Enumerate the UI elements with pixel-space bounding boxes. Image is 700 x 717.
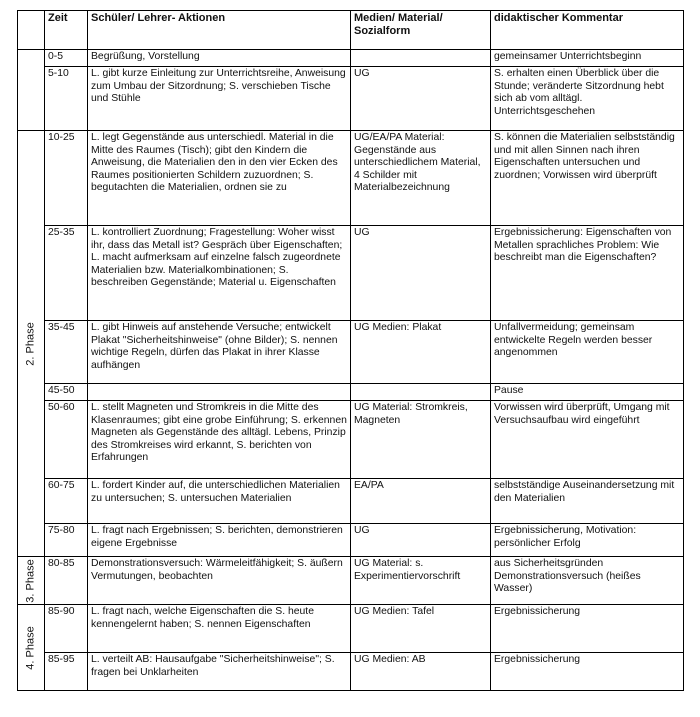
medien-cell: UG Medien: Plakat [351,321,491,384]
phase-label: 3. Phase [24,558,37,603]
header-medien: Medien/ Material/ Sozialform [351,11,491,50]
aktionen-cell: Demonstrationsversuch: Wärmeleitfähigkeit; S. äußern Vermutungen, beobachten [88,557,351,605]
table-row [18,557,684,605]
zeit-cell: 85-95 [45,653,88,691]
zeit-cell: 85-90 [45,605,88,653]
header-kommentar: didaktischer Kommentar [491,11,684,50]
aktionen-cell: L. kontrolliert Zuordnung; Fragestellung: Woher wisst ihr, dass das Metall ist? Gespräch über Eigenschaften; L. macht aufmerksam auf einzelne falsch zugeordnete Materialien bzw. Materialkombinationen; S. beschreiben Gegenstände; Material u. Eigenschaften [88,226,351,321]
aktionen-cell: L. verteilt AB: Hausaufgabe "Sicherheitshinweise"; S. fragen bei Unklarheiten [88,653,351,691]
medien-cell: UG [351,524,491,557]
table-row [18,479,684,524]
header-zeit: Zeit [45,11,88,50]
phase-label: 2. Phase [24,321,37,366]
lesson-plan-table [17,10,684,691]
zeit-cell: 10-25 [45,131,88,226]
phase-cell-4 [18,605,45,691]
kommentar-cell: Ergebnissicherung [491,605,684,653]
medien-cell: EA/PA [351,479,491,524]
zeit-cell: 25-35 [45,226,88,321]
header-row [18,11,684,50]
medien-cell: UG Medien: AB [351,653,491,691]
zeit-cell: 80-85 [45,557,88,605]
aktionen-cell: L. gibt Hinweis auf anstehende Versuche; entwickelt Plakat "Sicherheitshinweise" (ohne Bilder); S. nennen wichtige Regeln, dürfen das Plakat in ihrer Klasse aufhängen [88,321,351,384]
medien-cell [351,50,491,67]
table-row [18,131,684,226]
kommentar-cell: aus Sicherheitsgründen Demonstrationsversuch (heißes Wasser) [491,557,684,605]
aktionen-cell: L. fragt nach, welche Eigenschaften die S. heute kennengelernt haben; S. nennen Eigenschaften [88,605,351,653]
aktionen-cell: L. stellt Magneten und Stromkreis in die Mitte des Klasenraumes; gibt eine grobe Einführung; S. erkennen Magneten als Gegenstände des alltägl. Lebens, Prinzip des Stromkreises wird erkannt, S. berichten von Erfahrungen [88,401,351,479]
kommentar-cell: S. können die Materialien selbstständig und mit allen Sinnen nach ihren Eigenschaften untersuchen und zuordnen; Vorwissen wird überprüft [491,131,684,226]
table-row [18,321,684,384]
kommentar-cell: Unfallvermeidung; gemeinsam entwickelte Regeln werden besser angenommen [491,321,684,384]
aktionen-cell: L. fordert Kinder auf, die unterschiedlichen Materialien zu untersuchen; S. untersuchen Materialien [88,479,351,524]
medien-cell [351,384,491,401]
zeit-cell: 45-50 [45,384,88,401]
zeit-cell: 60-75 [45,479,88,524]
kommentar-cell: Ergebnissicherung, Motivation: persönlicher Erfolg [491,524,684,557]
phase-cell-2 [18,131,45,557]
kommentar-cell: Ergebnissicherung [491,653,684,691]
aktionen-cell: L. legt Gegenstände aus unterschiedl. Material in die Mitte des Raumes (Tisch); gibt den Kindern die Anweisung, die Materialien den in den vier Ecken des Raumes positionierten Schildern zuzuordnen; S. begutachten die Materialien, ordnen sie zu [88,131,351,226]
kommentar-cell: S. erhalten einen Überblick über die Stunde; veränderte Sitzordnung hebt sich ab vom alltägl. Unterrichtsgeschehen [491,67,684,131]
kommentar-cell: selbstständige Auseinandersetzung mit den Materialien [491,479,684,524]
zeit-cell: 0-5 [45,50,88,67]
table-row [18,524,684,557]
kommentar-cell: Pause [491,384,684,401]
medien-cell: UG Medien: Tafel [351,605,491,653]
aktionen-cell: L. gibt kurze Einleitung zur Unterrichtsreihe, Anweisung zum Umbau der Sitzordnung; S. verschieben Tische und Stühle [88,67,351,131]
aktionen-cell [88,384,351,401]
medien-cell: UG Material: s. Experimentiervorschrift [351,557,491,605]
zeit-cell: 5-10 [45,67,88,131]
table-row [18,384,684,401]
medien-cell: UG Material: Stromkreis, Magneten [351,401,491,479]
phase-label: 4. Phase [24,625,37,670]
header-aktionen: Schüler/ Lehrer- Aktionen [88,11,351,50]
medien-cell: UG [351,67,491,131]
kommentar-cell: gemeinsamer Unterrichtsbeginn [491,50,684,67]
medien-cell: UG [351,226,491,321]
medien-cell: UG/EA/PA Material: Gegenstände aus unterschiedlichem Material, 4 Schilder mit Materialbezeichnung [351,131,491,226]
header-phase [18,11,45,50]
phase-cell-1 [18,50,45,131]
table-row [18,653,684,691]
aktionen-cell: L. fragt nach Ergebnissen; S. berichten, demonstrieren eigene Ergebnisse [88,524,351,557]
table-row [18,67,684,131]
table-row [18,226,684,321]
zeit-cell: 75-80 [45,524,88,557]
phase-cell-3 [18,557,45,605]
zeit-cell: 35-45 [45,321,88,384]
table-row [18,50,684,67]
zeit-cell: 50-60 [45,401,88,479]
kommentar-cell: Vorwissen wird überprüft, Umgang mit Versuchsaufbau wird eingeführt [491,401,684,479]
aktionen-cell: Begrüßung, Vorstellung [88,50,351,67]
kommentar-cell: Ergebnissicherung: Eigenschaften von Metallen sprachliches Problem: Wie beschreibt man die Eigenschaften? [491,226,684,321]
table-row [18,401,684,479]
table-row [18,605,684,653]
